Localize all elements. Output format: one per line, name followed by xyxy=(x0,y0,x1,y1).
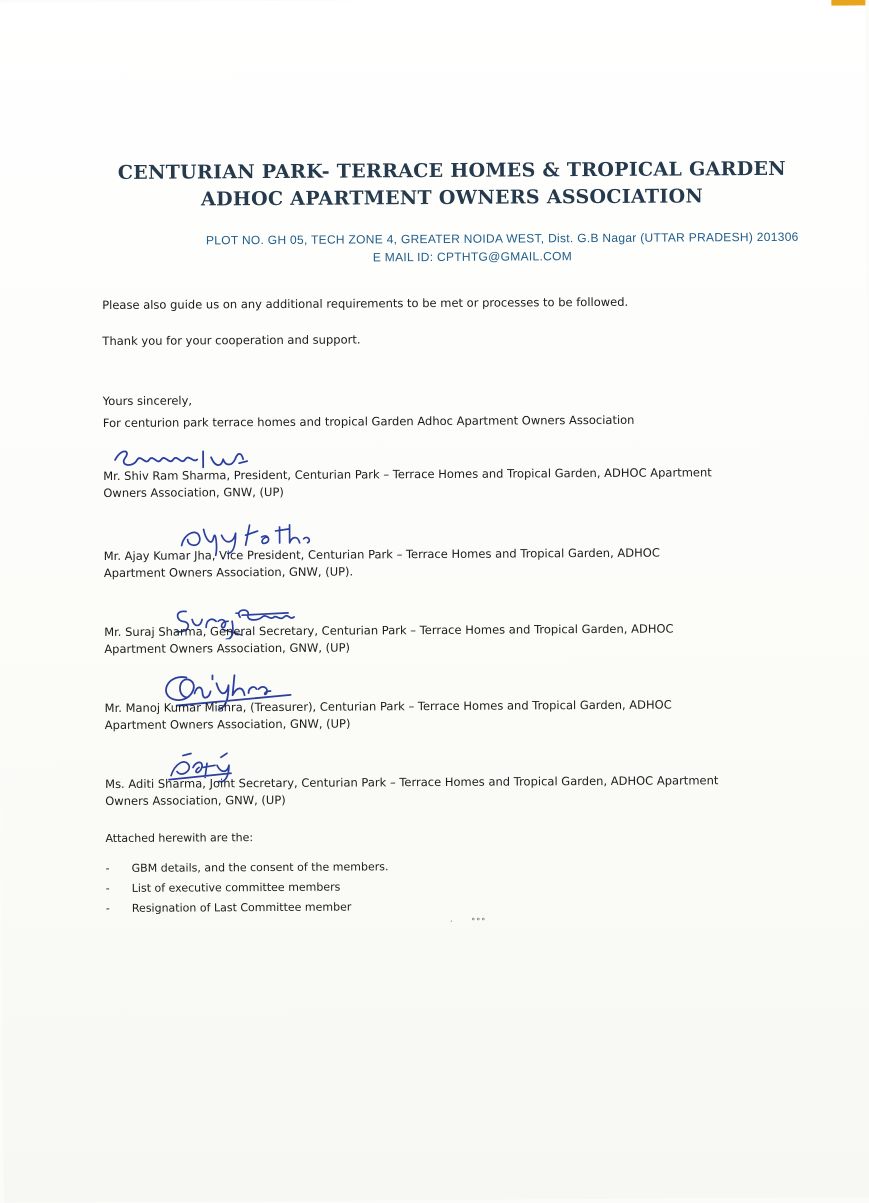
signatory-president-line1: Mr. Shiv Ram Sharma, President, Centurian Park – Terrace Homes and Tropical Garden, ADHOC Apartment xyxy=(103,465,712,484)
attachment-item-1: GBM details, and the consent of the members. xyxy=(131,859,389,875)
bullet-dash: - xyxy=(105,861,110,875)
page-corner-mark xyxy=(831,0,865,6)
attachments-list xyxy=(106,856,389,918)
scan-specks: · °°° xyxy=(449,916,487,926)
attachment-item-3: Resignation of Last Committee member xyxy=(131,900,352,915)
signatory-treasurer xyxy=(105,696,795,734)
signatory-joint-secretary-line1: Ms. Aditi Sharma, Joint Secretary, Centurian Park – Terrace Homes and Tropical Garden, ADHOC Apartment xyxy=(105,773,719,792)
body-paragraph-1: Please also guide us on any additional requirements to be met or processes to be followed. xyxy=(102,294,629,313)
body-paragraph-2: Thank you for your cooperation and support. xyxy=(102,332,361,349)
signatory-vice-president xyxy=(104,544,794,582)
letterhead-email: E MAIL ID: CPTHTG@GMAIL.COM xyxy=(372,249,573,265)
signatory-vice-president-line2: Apartment Owners Association, GNW, (UP). xyxy=(103,564,354,581)
attachment-item-2: List of executive committee members xyxy=(131,880,341,895)
signatory-joint-secretary xyxy=(105,772,795,810)
list-item xyxy=(106,896,389,918)
signatory-general-secretary-line2: Apartment Owners Association, GNW, (UP) xyxy=(104,640,351,657)
signatory-general-secretary-line1: Mr. Suraj Sharma, General Secretary, Centurian Park – Terrace Homes and Tropical Garden, ADHOC xyxy=(104,621,674,640)
letterhead-address: PLOT NO. GH 05, TECH ZONE 4, GREATER NOIDA WEST, Dist. G.B Nagar (UTTAR PRADESH) 201306 xyxy=(205,229,799,248)
letterhead-title-line2: ADHOC APARTMENT OWNERS ASSOCIATION xyxy=(200,185,704,211)
signatory-treasurer-line1: Mr. Manoj Kumar Mishra, (Treasurer), Centurian Park – Terrace Homes and Tropical Garden, ADHOC xyxy=(104,697,672,716)
signatory-vice-president-line1: Mr. Ajay Kumar Jha, Vice President, Centurian Park – Terrace Homes and Tropical Garden, ADHOC xyxy=(103,545,660,564)
signatory-president-line2: Owners Association, GNW, (UP) xyxy=(103,484,284,501)
closing-line: Yours sincerely, xyxy=(102,393,193,409)
letterhead-title-line1: CENTURIAN PARK- TERRACE HOMES & TROPICAL GARDEN xyxy=(117,157,786,184)
list-item xyxy=(106,876,389,898)
signatory-president xyxy=(103,464,793,502)
signatory-joint-secretary-line2: Owners Association, GNW, (UP) xyxy=(105,792,286,809)
list-item xyxy=(106,856,389,878)
signatory-treasurer-line2: Apartment Owners Association, GNW, (UP) xyxy=(104,716,351,733)
bullet-dash: - xyxy=(105,901,110,915)
attachments-heading: Attached herewith are the: xyxy=(105,831,254,846)
on-behalf-line: For centurion park terrace homes and tropical Garden Adhoc Apartment Owners Association xyxy=(102,412,635,431)
signatory-general-secretary xyxy=(104,620,794,658)
bullet-dash: - xyxy=(105,881,110,895)
